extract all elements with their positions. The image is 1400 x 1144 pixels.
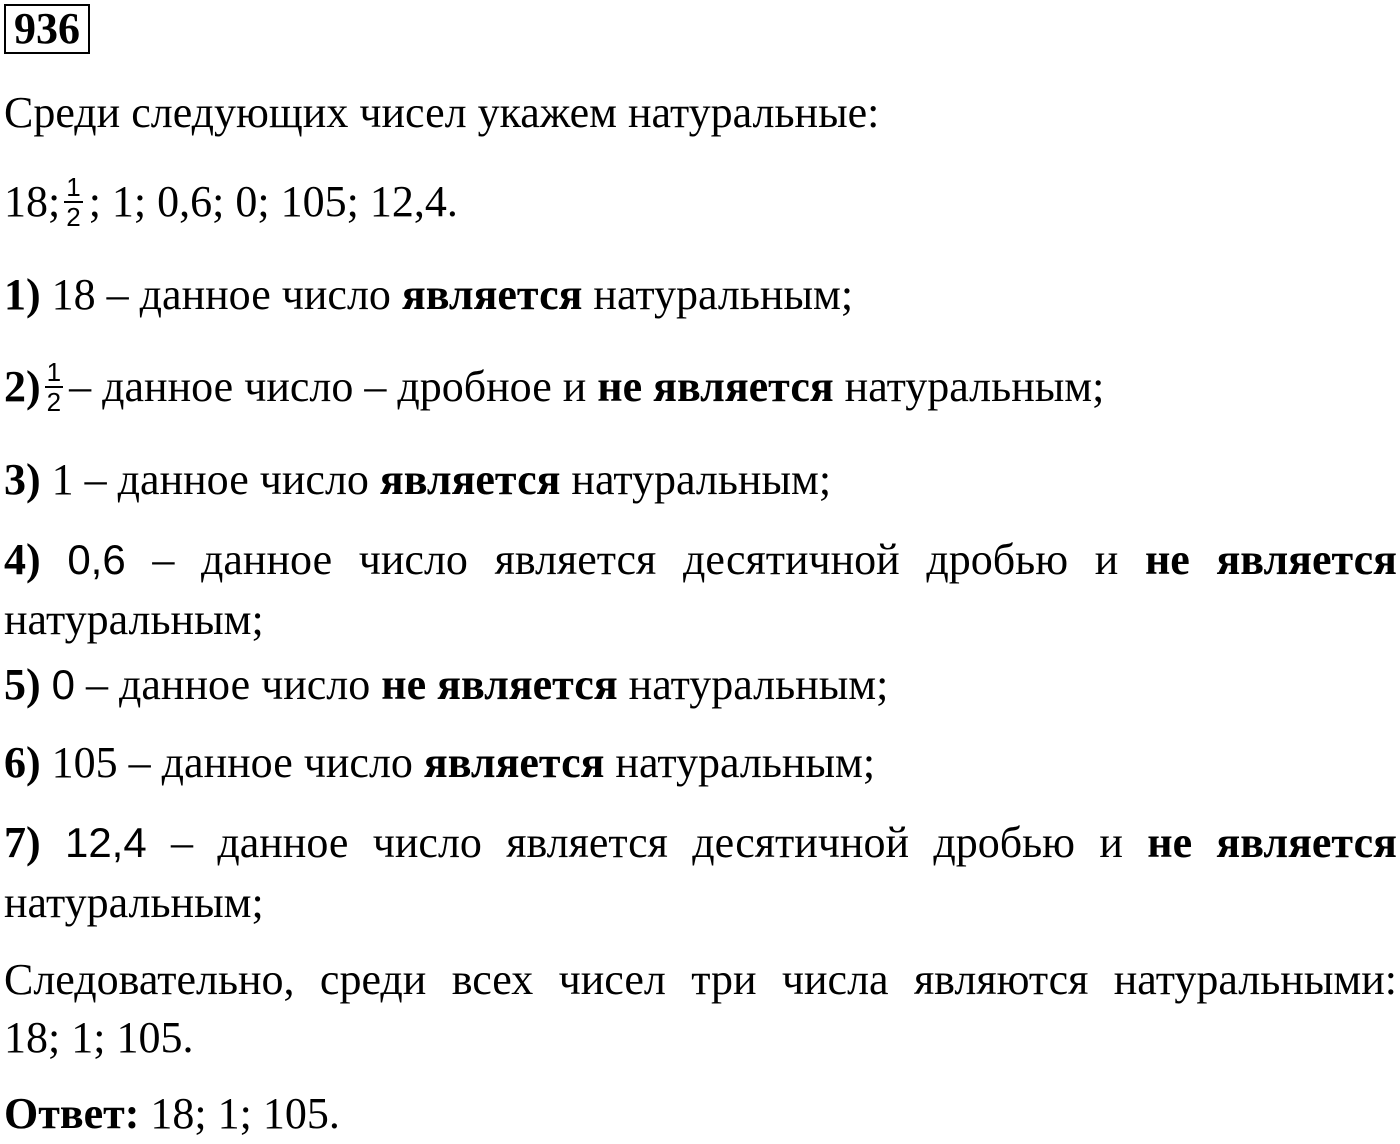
item-word: данное xyxy=(217,818,349,867)
item-text: – данное число xyxy=(106,270,391,319)
fraction-one-half: $\frac{1}{2}$ xyxy=(66,171,81,232)
item-label: 5) xyxy=(4,660,41,709)
item-2 xyxy=(4,357,1397,417)
item-text: – данное число xyxy=(84,455,369,504)
item-tail: натуральным; xyxy=(593,270,854,319)
item-text: – данное число xyxy=(128,738,413,787)
item-6 xyxy=(4,733,1397,793)
item-word: является xyxy=(506,818,668,867)
item-label: 2) xyxy=(4,362,41,411)
intro-text: Среди следующих чисел укажем натуральные: xyxy=(4,88,880,137)
answer xyxy=(4,1084,1397,1144)
item-value: 0 xyxy=(51,661,76,708)
item-label: 6) xyxy=(4,738,41,787)
item-word: число xyxy=(358,535,468,584)
item-value: 105 xyxy=(51,738,118,787)
item-label: 1) xyxy=(4,270,41,319)
fraction-one-half: $\frac{1}{2}$ xyxy=(46,356,62,417)
item-3 xyxy=(4,450,1397,510)
conclusion-continuation: 18; 1; 105. xyxy=(4,1013,194,1062)
item-text: – данное число – дробное и xyxy=(69,362,587,411)
item-tail: натуральным; xyxy=(844,362,1105,411)
conclusion-word: чисел xyxy=(558,955,666,1004)
item-7-continuation: натуральным; xyxy=(4,878,264,927)
item-value: 0,6 xyxy=(67,536,126,583)
problem-number: 936 xyxy=(4,4,90,54)
item-word: десятичной xyxy=(682,535,900,584)
item-word: является xyxy=(494,535,657,584)
item-emphasis: является xyxy=(379,455,561,504)
item-value: 1 xyxy=(51,455,74,504)
conclusion-word: числа xyxy=(781,955,889,1004)
item-word: и xyxy=(1099,818,1123,867)
item-tail: натуральным; xyxy=(571,455,832,504)
item-emphasis: является xyxy=(1216,535,1397,584)
item-5 xyxy=(4,655,1397,715)
item-word: и xyxy=(1094,535,1119,584)
item-value: 18 xyxy=(51,270,96,319)
conclusion-word: среди xyxy=(319,955,427,1004)
item-word: дробью xyxy=(926,535,1069,584)
item-1 xyxy=(4,265,1397,325)
item-word: десятичной xyxy=(692,818,910,867)
numbers-rest: ; 1; 0,6; 0; 105; 12,4. xyxy=(88,177,458,226)
item-emphasis: не является xyxy=(381,660,618,709)
answer-label: Ответ: xyxy=(4,1089,140,1138)
item-emphasis: не xyxy=(1144,535,1190,584)
conclusion-word: являются xyxy=(913,955,1089,1004)
conclusion-word: всех xyxy=(451,955,534,1004)
item-emphasis: является xyxy=(423,738,605,787)
item-label: 7) xyxy=(4,818,41,867)
item-word: число xyxy=(372,818,482,867)
numbers-line xyxy=(4,172,1397,232)
item-tail: натуральным; xyxy=(615,738,876,787)
item-word: – xyxy=(171,818,194,867)
item-emphasis: не является xyxy=(597,362,834,411)
conclusion-word: натуральными: xyxy=(1113,955,1397,1004)
item-emphasis: не xyxy=(1147,818,1193,867)
numbers-first: 18; xyxy=(4,177,61,226)
item-label: 4) xyxy=(4,535,41,584)
item-4 xyxy=(4,530,1397,590)
item-label: 3) xyxy=(4,455,41,504)
item-7 xyxy=(4,813,1397,873)
item-text: – данное число xyxy=(86,660,371,709)
conclusion-word: Следовательно, xyxy=(4,955,295,1004)
conclusion xyxy=(4,950,1397,1010)
item-4-continuation: натуральным; xyxy=(4,595,264,644)
item-emphasis: является xyxy=(1216,818,1397,867)
item-word: данное xyxy=(201,535,333,584)
item-word: дробью xyxy=(933,818,1076,867)
item-word: – xyxy=(152,535,175,584)
answer-value: 18; 1; 105. xyxy=(150,1089,340,1138)
conclusion-word: три xyxy=(691,955,757,1004)
item-value: 12,4 xyxy=(64,819,147,866)
item-emphasis: является xyxy=(401,270,583,319)
item-tail: натуральным; xyxy=(628,660,889,709)
